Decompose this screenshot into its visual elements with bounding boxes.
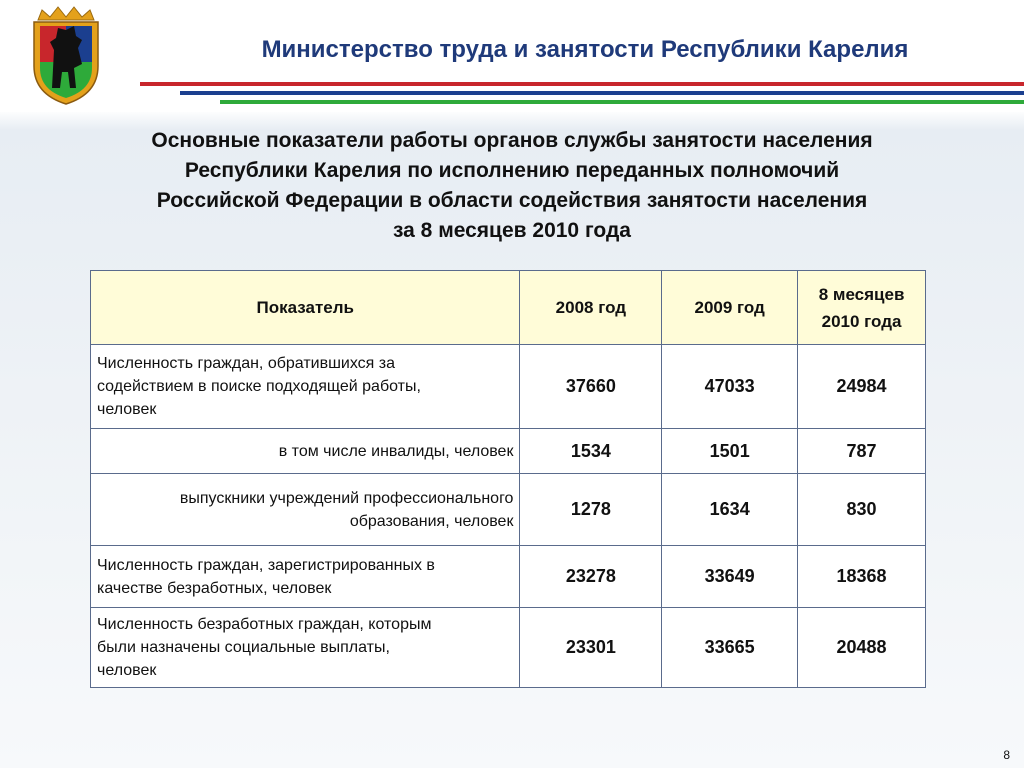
row-label-line: содействием в поиске подходящей работы, <box>97 378 421 395</box>
value-2009: 1634 <box>662 474 798 546</box>
table-row <box>91 474 926 546</box>
row-label-line: образования, человек <box>349 512 514 530</box>
table-header-row <box>91 271 926 345</box>
red-stripe <box>140 82 1024 86</box>
table-row <box>91 345 926 429</box>
value-2010: 18368 <box>798 546 926 608</box>
header-2010 <box>798 271 926 345</box>
table-row <box>91 608 926 688</box>
value-2009: 1501 <box>662 429 798 474</box>
slide-title <box>60 126 964 246</box>
karelia-coat-of-arms-icon <box>28 6 104 106</box>
row-label-line: были назначены социальные выплаты, <box>97 639 390 656</box>
slide-title-line: за 8 месяцев 2010 года <box>393 219 631 242</box>
green-stripe <box>220 100 1024 104</box>
value-2010: 830 <box>798 474 926 546</box>
row-label-line: Численность граждан, обратившихся за <box>97 355 396 372</box>
header-2009: 2009 год <box>662 271 798 345</box>
indicators-table <box>90 270 926 688</box>
row-label <box>91 546 520 608</box>
row-label-line: выпускники учреждений профессионального <box>179 489 514 507</box>
row-label-line: Численность безработных граждан, которым <box>97 616 432 633</box>
value-2009: 47033 <box>662 345 798 429</box>
row-label-line: человек <box>97 662 157 679</box>
value-2009: 33665 <box>662 608 798 688</box>
header-2010-line: 8 месяцев <box>818 284 905 304</box>
value-2010: 787 <box>798 429 926 474</box>
slide-title-line: Российской Федерации в области содействия занятости населения <box>156 189 868 212</box>
header-indicator: Показатель <box>91 271 520 345</box>
row-label <box>91 474 520 546</box>
value-2008: 23278 <box>520 546 662 608</box>
value-2008: 1278 <box>520 474 662 546</box>
value-2010: 20488 <box>798 608 926 688</box>
row-label-line: в том числе инвалиды, человек <box>278 442 514 460</box>
ministry-title: Министерство труда и занятости Республики Карелия <box>261 36 909 63</box>
slide-title-line: Республики Карелия по исполнению переданных полномочий <box>184 159 840 182</box>
row-label-line: человек <box>97 401 157 418</box>
header-2010-line: 2010 года <box>821 311 902 331</box>
row-label-line: качестве безработных, человек <box>97 579 332 597</box>
value-2008: 37660 <box>520 345 662 429</box>
header-2008: 2008 год <box>520 271 662 345</box>
table-row <box>91 546 926 608</box>
value-2009: 33649 <box>662 546 798 608</box>
page-number: 8 <box>1003 748 1010 762</box>
row-label-line: Численность граждан, зарегистрированных в <box>97 556 435 574</box>
value-2010: 24984 <box>798 345 926 429</box>
value-2008: 23301 <box>520 608 662 688</box>
blue-stripe <box>180 91 1024 95</box>
row-label <box>91 429 520 474</box>
slide-title-line: Основные показатели работы органов службы занятости населения <box>151 129 873 152</box>
value-2008: 1534 <box>520 429 662 474</box>
row-label <box>91 608 520 688</box>
table-row <box>91 429 926 474</box>
slide-header <box>0 0 1024 112</box>
row-label <box>91 345 520 429</box>
